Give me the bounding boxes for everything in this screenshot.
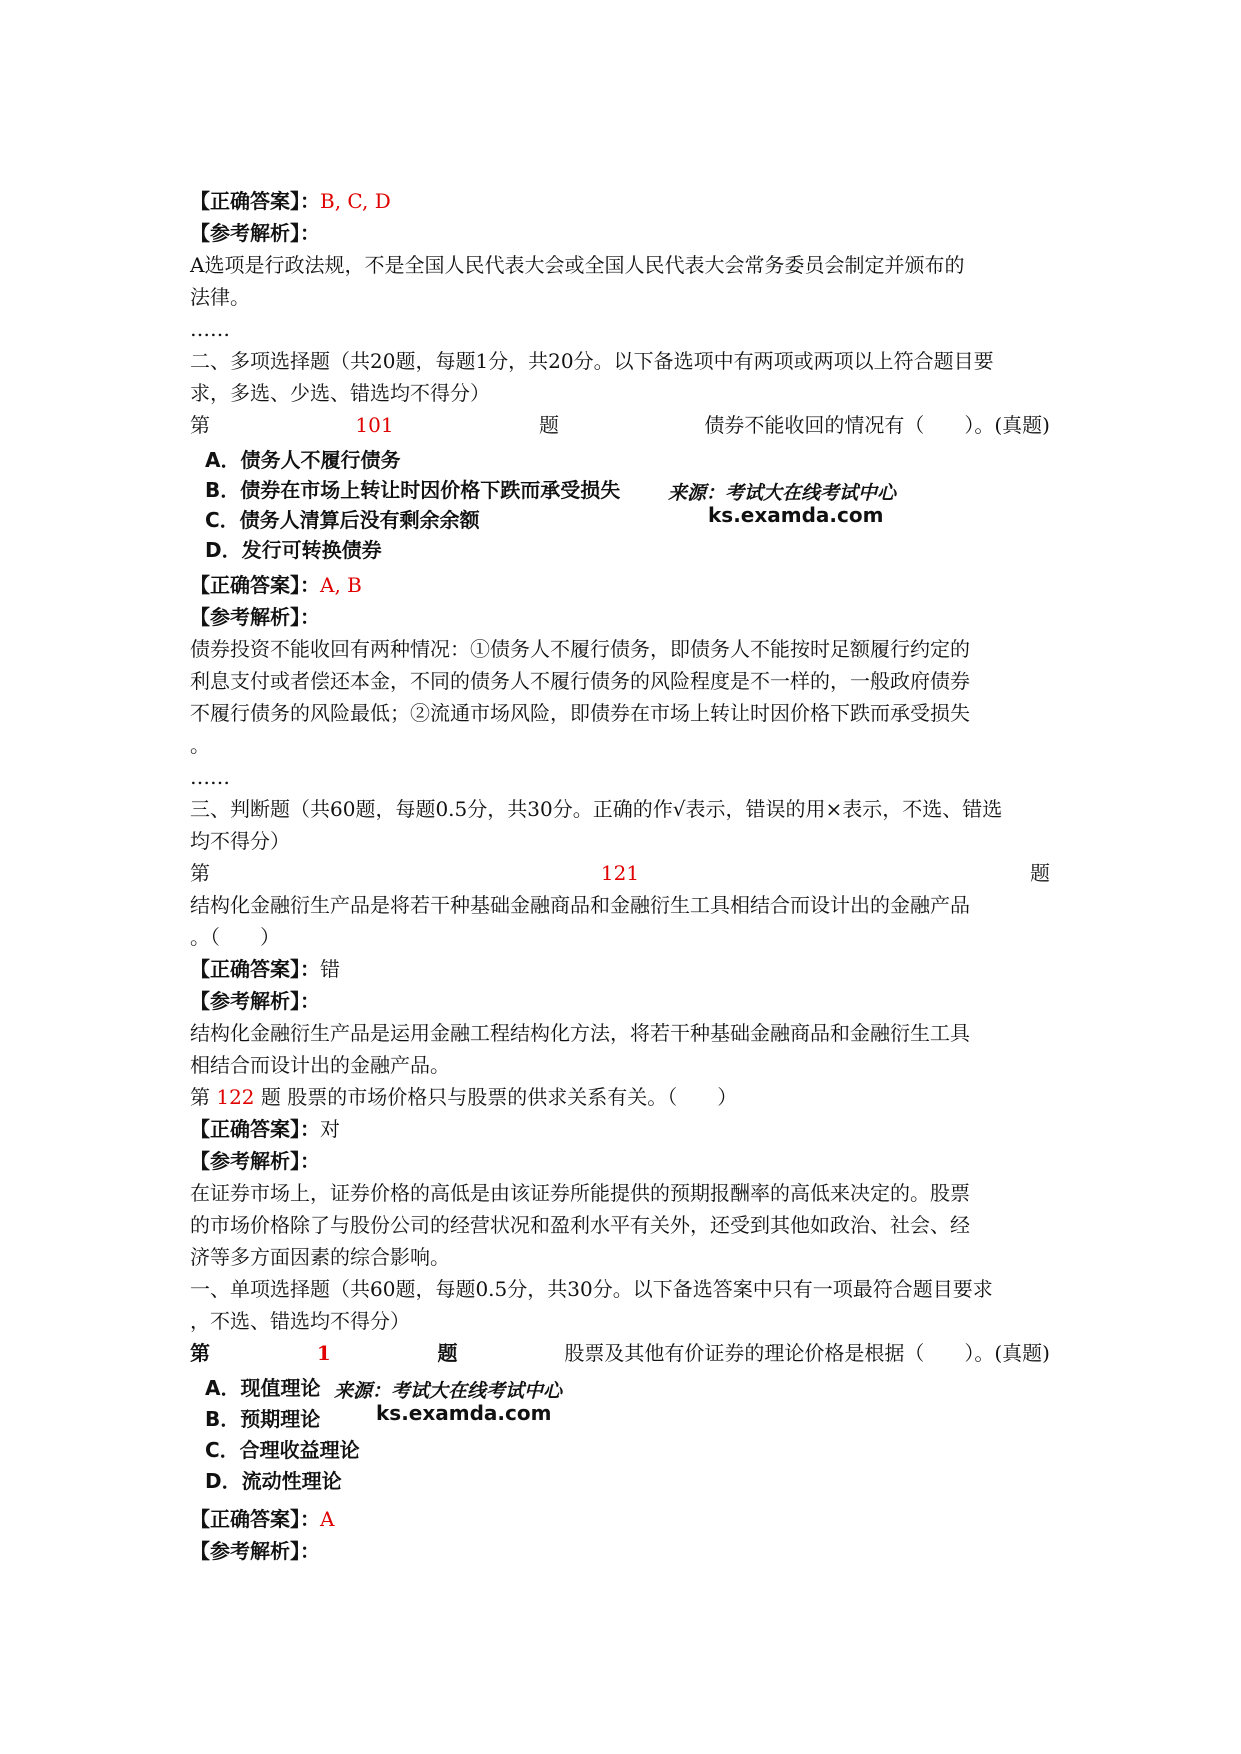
analysis-label: 【参考解析】： [190,1149,320,1173]
analysis-text: 不履行债务的风险最低；②流通市场风险，即债券在市场上转让时因价格下跌而承受损失 [190,701,970,725]
section-heading: 均不得分） [190,829,290,853]
question-number: 121 [600,861,640,885]
analysis-label: 【参考解析】： [190,1539,320,1563]
question-number: 1 [316,1341,331,1365]
analysis-text: 的市场价格除了与股份公司的经营状况和盈利水平有关外，还受到其他如政治、社会、经 [190,1213,970,1237]
question-suffix: 题 [1030,861,1050,885]
answer-value: B, C, D [320,189,391,213]
section-heading: 求，多选、少选、错选均不得分） [190,381,490,405]
section-heading: ，不选、错选均不得分） [190,1309,410,1333]
option-b: B．债券在市场上转让时因价格下跌而承受损失 [205,478,621,502]
question-text: 结构化金融衍生产品是将若干种基础金融商品和金融衍生工具相结合而设计出的金融产品 [190,893,970,917]
answer-value: A, B [320,573,362,597]
question-text: 题 股票的市场价格只与股票的供求关系有关。（ ） [260,1085,738,1109]
question-prefix: 第 [190,861,210,885]
question-prefix: 第 [190,1341,210,1365]
answer-label: 【正确答案】： [190,957,320,981]
question-number: 101 [355,413,394,437]
watermark-source: 来源：考试大在线考试中心 [668,482,897,504]
question-text: 股票及其他有价证券的理论价格是根据（ ）。(真题) [564,1341,1050,1365]
option-b: B．预期理论 [205,1407,321,1431]
question-line-121 [190,858,1050,888]
analysis-label: 【参考解析】： [190,605,320,629]
analysis-text: 债券投资不能收回有两种情况：①债务人不履行债务，即债务人不能按时足额履行约定的 [190,637,970,661]
question-number: 122 [216,1085,255,1109]
analysis-text: 结构化金融衍生产品是运用金融工程结构化方法，将若干种基础金融商品和金融衍生工具 [190,1021,970,1045]
watermark-url: ks.examda.com [708,503,884,527]
answer-label: 【正确答案】： [190,573,320,597]
answer-line-1 [190,186,1050,216]
analysis-label: 【参考解析】： [190,989,320,1013]
question-text: 。（ ） [190,925,280,949]
section-heading: 三、判断题（共60题，每题0.5分，共30分。正确的作√表示，错误的用×表示，不选、错选 [190,797,1003,821]
section-heading: 一、单项选择题（共60题，每题0.5分，共30分。以下备选答案中只有一项最符合题目要求 [190,1277,993,1301]
question-prefix: 第 [190,413,210,437]
option-c: C．债务人清算后没有剩余余额 [205,508,480,532]
option-a: A．现值理论 [205,1376,321,1400]
analysis-text: 利息支付或者偿还本金，不同的债务人不履行债务的风险程度是不一样的，一般政府债券 [190,669,970,693]
answer-label: 【正确答案】： [190,1117,320,1141]
analysis-text: 济等多方面因素的综合影响。 [190,1245,450,1269]
question-line-101 [190,410,1050,440]
analysis-label: 【参考解析】： [190,221,320,245]
analysis-text: 。 [190,733,210,757]
option-c: C．合理收益理论 [205,1438,360,1462]
question-text: 债券不能收回的情况有（ ）。(真题) [704,413,1050,437]
section-heading: 二、多项选择题（共20题，每题1分，共20分。以下备选项中有两项或两项以上符合题目要 [190,349,994,373]
analysis-text: 相结合而设计出的金融产品。 [190,1053,450,1077]
answer-line-1 [190,1504,1050,1534]
answer-value: 错 [320,957,340,981]
question-line-1 [190,1338,1050,1368]
question-prefix: 第 [190,1085,210,1109]
analysis-text: 法律。 [190,285,250,309]
answer-label: 【正确答案】： [190,1507,320,1531]
answer-value: 对 [320,1117,340,1141]
ellipsis: …… [190,317,230,341]
option-d: D．发行可转换债券 [205,538,382,562]
analysis-text: A选项是行政法规，不是全国人民代表大会或全国人民代表大会常务委员会制定并颁布的 [190,253,965,277]
answer-value: A [320,1507,335,1531]
question-suffix: 题 [538,413,559,437]
answer-line-122 [190,1114,1050,1144]
watermark-url: ks.examda.com [376,1401,552,1425]
analysis-text: 在证券市场上，证券价格的高低是由该证券所能提供的预期报酬率的高低来决定的。股票 [190,1181,970,1205]
watermark-source: 来源：考试大在线考试中心 [334,1380,563,1402]
question-suffix: 题 [437,1341,458,1365]
question-line-122 [190,1082,1050,1112]
ellipsis: …… [190,765,230,789]
option-d: D．流动性理论 [205,1469,342,1493]
answer-label: 【正确答案】： [190,189,320,213]
answer-line-121 [190,954,1050,984]
option-a: A．债务人不履行债务 [205,448,401,472]
answer-line-101 [190,570,1050,600]
